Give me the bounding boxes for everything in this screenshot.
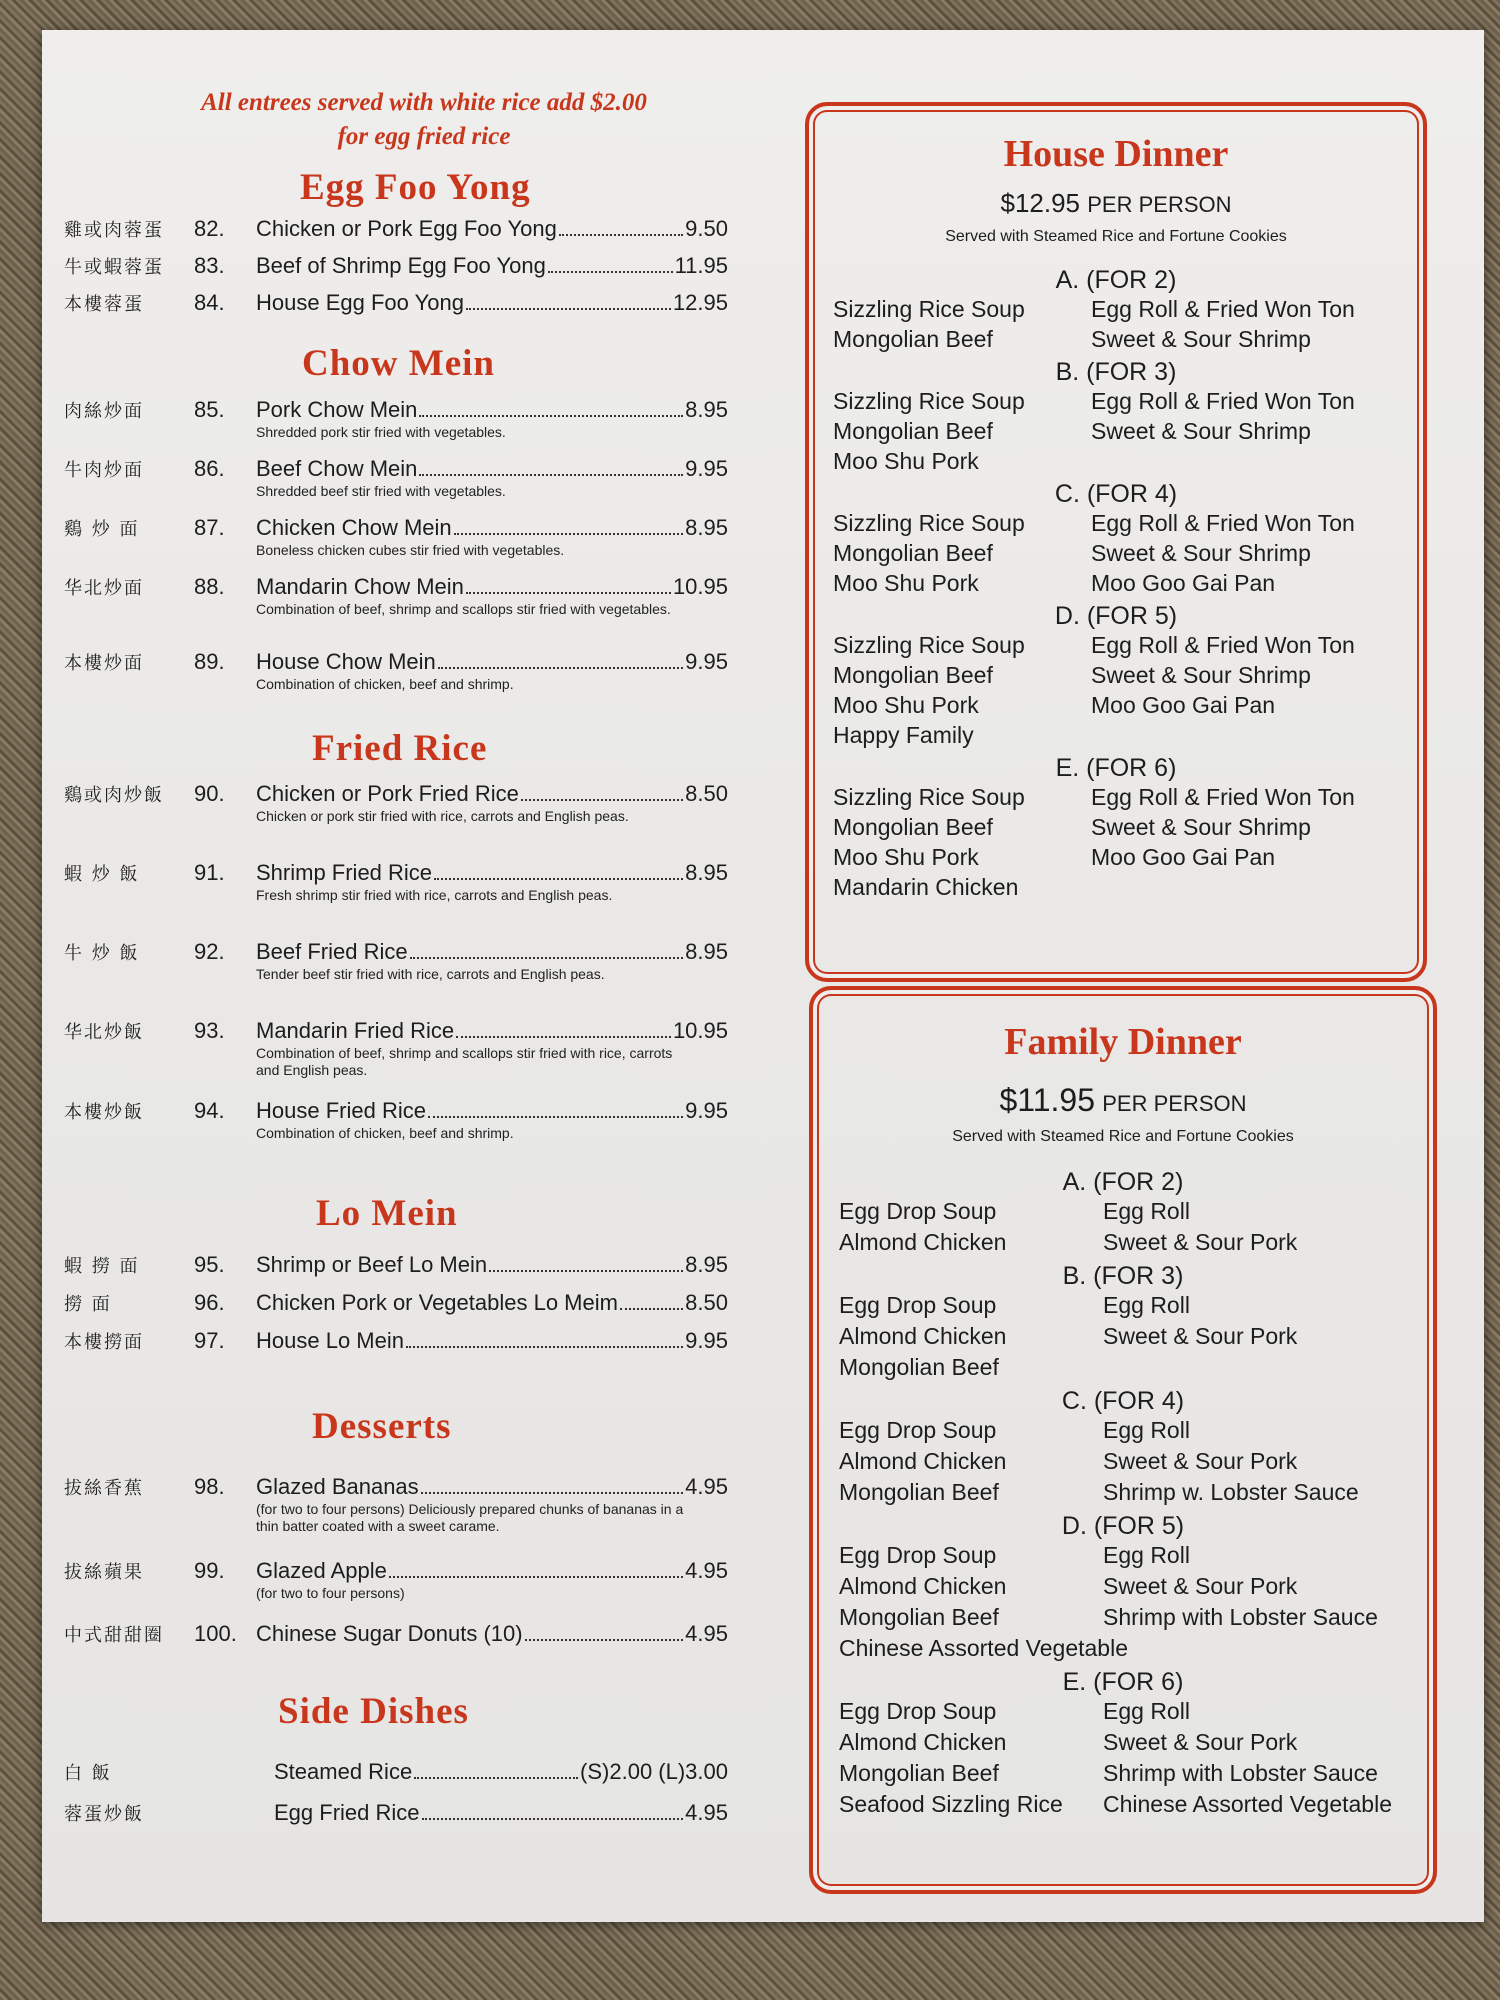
item-number: 96.: [194, 1290, 225, 1315]
dinner-dish: Egg Roll & Fried Won Ton: [1091, 632, 1355, 658]
leader-dots: [422, 1800, 684, 1820]
dinner-dish: Chinese Assorted Vegetable: [839, 1635, 1128, 1661]
item-line: [256, 1252, 728, 1278]
dinner-group-label: B. (FOR 3): [1055, 358, 1177, 386]
dinner-dish: Almond Chicken: [839, 1448, 1007, 1474]
dinner-dish: Sweet & Sour Pork: [1103, 1229, 1298, 1255]
item-price: 8.95: [685, 397, 728, 422]
dinner-dish: Egg Roll & Fried Won Ton: [1091, 388, 1355, 414]
item-chinese-name: 蝦 炒 飯: [64, 864, 140, 885]
item-chinese-name: 白 飯: [64, 1763, 112, 1784]
item-name: Beef Fried Rice: [256, 939, 408, 964]
house-dinner-title: House Dinner: [1003, 133, 1229, 175]
dinner-dish: Mandarin Chicken: [833, 874, 1019, 900]
dinner-dish: Seafood Sizzling Rice: [839, 1791, 1063, 1817]
item-line: [256, 1328, 728, 1354]
dinner-dish: Egg Drop Soup: [839, 1292, 997, 1318]
dinner-dish: Moo Goo Gai Pan: [1091, 692, 1276, 718]
dinner-dish: Egg Roll & Fried Won Ton: [1091, 784, 1355, 810]
dinner-dish: Egg Drop Soup: [839, 1698, 997, 1724]
dinner-dish: Happy Family: [833, 722, 974, 748]
item-line: [256, 290, 728, 316]
item-price: 8.50: [685, 781, 728, 806]
item-line: [256, 1018, 728, 1044]
item-number: 99.: [194, 1558, 225, 1583]
item-number: 89.: [194, 649, 225, 674]
dinner-dish: Egg Roll & Fried Won Ton: [1091, 510, 1355, 536]
item-name: Chinese Sugar Donuts (10): [256, 1621, 523, 1646]
section-title-desserts: Desserts: [312, 1406, 452, 1447]
family-dinner-subtitle: Served with Steamed Rice and Fortune Cookies: [952, 1128, 1294, 1145]
dinner-dish: Egg Roll: [1103, 1698, 1190, 1724]
item-line: [274, 1800, 728, 1826]
item-name: Beef Chow Mein: [256, 456, 418, 481]
intro-line-1: All entrees served with white rice add $2.00: [201, 89, 647, 116]
item-number: 90.: [194, 781, 225, 806]
item-chinese-name: 拔絲蘋果: [64, 1562, 144, 1583]
item-chinese-name: 牛肉炒面: [64, 460, 144, 481]
leader-dots: [559, 216, 683, 236]
dinner-dish: Sweet & Sour Pork: [1103, 1323, 1298, 1349]
house-dinner-price-value: $12.95: [1000, 188, 1081, 218]
item-name: Beef of Shrimp Egg Foo Yong: [256, 253, 546, 278]
item-line: [256, 574, 728, 600]
item-name: Chicken or Pork Egg Foo Yong: [256, 216, 557, 241]
leader-dots: [466, 574, 671, 594]
item-chinese-name: 雞或肉蓉蛋: [64, 220, 164, 241]
item-line: [256, 253, 728, 279]
item-line: [256, 515, 728, 541]
section-title-chow-mein: Chow Mein: [302, 343, 495, 384]
item-number: 86.: [194, 456, 225, 481]
item-name: Mandarin Fried Rice: [256, 1018, 455, 1043]
item-chinese-name: 本樓撈面: [64, 1332, 144, 1353]
leader-dots: [548, 253, 673, 273]
item-name: Chicken Pork or Vegetables Lo Meim: [256, 1290, 618, 1315]
item-price: 9.50: [685, 216, 728, 241]
section-title-egg-foo-yong: Egg Foo Yong: [300, 167, 531, 208]
dinner-dish: Sweet & Sour Pork: [1103, 1729, 1298, 1755]
section-title-side-dishes: Side Dishes: [278, 1691, 469, 1732]
dinner-dish: Moo Goo Gai Pan: [1091, 570, 1276, 596]
item-chinese-name: 华北炒飯: [64, 1022, 144, 1043]
item-number: 92.: [194, 939, 225, 964]
dinner-dish: Egg Drop Soup: [839, 1198, 997, 1224]
dinner-dish: Shrimp with Lobster Sauce: [1103, 1760, 1378, 1786]
item-line: [256, 216, 728, 242]
dinner-dish: Almond Chicken: [839, 1323, 1007, 1349]
item-name: Mandarin Chow Mein: [256, 574, 464, 599]
dinner-group-label: A. (FOR 2): [1055, 266, 1177, 294]
leader-dots: [489, 1252, 683, 1272]
leader-dots: [434, 860, 683, 880]
dinner-dish: Almond Chicken: [839, 1229, 1007, 1255]
item-number: 95.: [194, 1252, 225, 1277]
item-name: House Lo Mein: [256, 1328, 404, 1353]
leader-dots: [410, 939, 684, 959]
leader-dots: [466, 290, 671, 310]
item-number: 83.: [194, 253, 225, 278]
item-chinese-name: 牛 炒 飯: [64, 943, 140, 964]
dinner-group-label: A. (FOR 2): [1062, 1168, 1184, 1196]
dinner-group-label: C. (FOR 4): [1061, 1387, 1185, 1415]
item-description: Chicken or pork stir fried with rice, carrots and English peas.: [256, 808, 629, 824]
intro-line-2: for egg fried rice: [337, 123, 511, 150]
family-dinner-price-value: $11.95: [999, 1082, 1095, 1118]
item-price: 8.95: [685, 1252, 728, 1277]
item-chinese-name: 拔絲香蕉: [64, 1478, 144, 1499]
dinner-dish: Sweet & Sour Shrimp: [1091, 326, 1311, 352]
item-line: [256, 1621, 728, 1647]
item-price: 4.95: [685, 1558, 728, 1583]
item-price: 8.95: [685, 860, 728, 885]
item-price: 10.95: [672, 574, 728, 599]
dinner-dish: Mongolian Beef: [833, 814, 993, 840]
family-dinner-title: Family Dinner: [1004, 1021, 1242, 1063]
item-number: 97.: [194, 1328, 225, 1353]
dinner-group-label: C. (FOR 4): [1054, 480, 1178, 508]
dinner-dish: Sweet & Sour Pork: [1103, 1573, 1298, 1599]
item-line: [256, 939, 728, 965]
leader-dots: [406, 1328, 683, 1348]
dinner-dish: Sweet & Sour Shrimp: [1091, 540, 1311, 566]
item-chinese-name: 本樓蓉蛋: [64, 294, 144, 315]
leader-dots: [456, 1018, 671, 1038]
dinner-group-label: E. (FOR 6): [1055, 754, 1177, 782]
dinner-dish: Mongolian Beef: [839, 1479, 999, 1505]
dinner-dish: Mongolian Beef: [839, 1760, 999, 1786]
section-title-lo-mein: Lo Mein: [316, 1193, 458, 1234]
family-dinner-price: [813, 1082, 1433, 1119]
item-line: [256, 456, 728, 482]
item-chinese-name: 本樓炒面: [64, 653, 144, 674]
dinner-dish: Sweet & Sour Shrimp: [1091, 662, 1311, 688]
family-dinner-box: [809, 986, 1437, 1894]
menu-page: [42, 30, 1484, 1922]
dinner-dish: Moo Shu Pork: [833, 692, 979, 718]
item-chinese-name: 蝦 撈 面: [64, 1256, 140, 1277]
item-name: Chicken or Pork Fried Rice: [256, 781, 519, 806]
leader-dots: [525, 1621, 684, 1641]
item-line: [256, 1474, 728, 1500]
leader-dots: [419, 456, 683, 476]
item-description: Tender beef stir fried with rice, carrots and English peas.: [256, 966, 605, 982]
dinner-group-label: D. (FOR 5): [1054, 602, 1178, 630]
house-dinner-box: [805, 102, 1427, 982]
item-name: Shrimp or Beef Lo Mein: [256, 1252, 488, 1277]
item-description: (for two to four persons) Deliciously prepared chunks of bananas in a thin batter coated with a sweet carame.: [256, 1501, 684, 1534]
item-number: 93.: [194, 1018, 225, 1043]
item-number: 82.: [194, 216, 225, 241]
dinner-dish: Sweet & Sour Shrimp: [1091, 418, 1311, 444]
item-description: Combination of chicken, beef and shrimp.: [256, 1125, 514, 1141]
item-chinese-name: 鷄 炒 面: [64, 519, 140, 540]
dinner-dish: Sweet & Sour Shrimp: [1091, 814, 1311, 840]
item-price: 12.95: [672, 290, 728, 315]
leader-dots: [521, 781, 683, 801]
dinner-dish: Sizzling Rice Soup: [833, 632, 1025, 658]
house-dinner-per-person: PER PERSON: [1087, 192, 1232, 217]
leader-dots: [414, 1759, 578, 1779]
dinner-dish: Moo Shu Pork: [833, 570, 979, 596]
item-description: Shredded pork stir fried with vegetables.: [256, 424, 506, 440]
item-chinese-name: 肉絲炒面: [64, 401, 144, 422]
item-name: House Chow Mein: [256, 649, 436, 674]
item-name: Pork Chow Mein: [256, 397, 418, 422]
item-line: [256, 397, 728, 423]
item-description: Shredded beef stir fried with vegetables.: [256, 483, 506, 499]
item-line: [256, 1290, 728, 1316]
item-name: House Egg Foo Yong: [256, 290, 464, 315]
item-line: [256, 781, 728, 807]
dinner-group-label: E. (FOR 6): [1062, 1668, 1184, 1696]
item-number: 87.: [194, 515, 225, 540]
dinner-dish: Egg Roll: [1103, 1198, 1190, 1224]
section-title-fried-rice: Fried Rice: [312, 728, 488, 769]
dinner-group-label: B. (FOR 3): [1062, 1262, 1184, 1290]
item-chinese-name: 中式甜甜圈: [64, 1625, 164, 1646]
leader-dots: [428, 1098, 683, 1118]
item-description: Fresh shrimp stir fried with rice, carrots and English peas.: [256, 887, 613, 903]
item-line: [256, 1558, 728, 1584]
dinner-dish: Chinese Assorted Vegetable: [1103, 1791, 1392, 1817]
item-price: 4.95: [685, 1621, 728, 1646]
item-line: [256, 649, 728, 675]
leader-dots: [389, 1558, 683, 1578]
item-chinese-name: 华北炒面: [64, 578, 144, 599]
item-line: [274, 1759, 728, 1785]
item-price: 9.95: [685, 649, 728, 674]
dinner-dish: Mongolian Beef: [833, 326, 993, 352]
item-price: 8.95: [685, 515, 728, 540]
dinner-dish: Shrimp w. Lobster Sauce: [1103, 1479, 1359, 1505]
item-name: House Fried Rice: [256, 1098, 426, 1123]
item-chinese-name: 鷄或肉炒飯: [64, 785, 164, 806]
item-chinese-name: 本樓炒飯: [64, 1102, 144, 1123]
item-price: 9.95: [685, 1328, 728, 1353]
leader-dots: [620, 1290, 683, 1310]
leader-dots: [438, 649, 683, 669]
dinner-dish: Egg Roll: [1103, 1292, 1190, 1318]
item-number: 94.: [194, 1098, 225, 1123]
dinner-dish: Egg Roll: [1103, 1417, 1190, 1443]
dinner-dish: Moo Goo Gai Pan: [1091, 844, 1276, 870]
house-dinner-subtitle: Served with Steamed Rice and Fortune Cookies: [945, 228, 1287, 245]
item-description: Combination of beef, shrimp and scallops stir fried with rice, carrots and English peas.: [256, 1045, 673, 1078]
dinner-dish: Moo Shu Pork: [833, 844, 979, 870]
house-dinner-price: [809, 188, 1423, 219]
dinner-dish: Moo Shu Pork: [833, 448, 979, 474]
item-price: 4.95: [685, 1474, 728, 1499]
item-number: 85.: [194, 397, 225, 422]
dinner-dish: Sizzling Rice Soup: [833, 510, 1025, 536]
dinner-dish: Egg Roll & Fried Won Ton: [1091, 296, 1355, 322]
item-number: 100.: [194, 1621, 237, 1646]
item-number: 84.: [194, 290, 225, 315]
dinner-dish: Sweet & Sour Pork: [1103, 1448, 1298, 1474]
item-price: 10.95: [672, 1018, 728, 1043]
dinner-dish: Sizzling Rice Soup: [833, 388, 1025, 414]
leader-dots: [419, 397, 683, 417]
item-chinese-name: 牛或蝦蓉蛋: [64, 257, 164, 278]
item-number: 91.: [194, 860, 225, 885]
dinner-dish: Sizzling Rice Soup: [833, 784, 1025, 810]
dinner-dish: Mongolian Beef: [833, 540, 993, 566]
item-price: 4.95: [685, 1800, 728, 1825]
item-price: 11.95: [674, 253, 728, 278]
dinner-dish: Sizzling Rice Soup: [833, 296, 1025, 322]
item-price: 8.95: [685, 939, 728, 964]
item-price: 8.50: [685, 1290, 728, 1315]
dinner-dish: Mongolian Beef: [839, 1604, 999, 1630]
item-description: (for two to four persons): [256, 1585, 405, 1601]
item-chinese-name: 蓉蛋炒飯: [64, 1804, 144, 1825]
dinner-dish: Mongolian Beef: [839, 1354, 999, 1380]
dinner-dish: Mongolian Beef: [833, 662, 993, 688]
dinner-dish: Mongolian Beef: [833, 418, 993, 444]
dinner-dish: Almond Chicken: [839, 1729, 1007, 1755]
item-chinese-name: 撈 面: [64, 1294, 112, 1315]
item-description: Boneless chicken cubes stir fried with vegetables.: [256, 542, 565, 558]
item-name: Steamed Rice: [274, 1759, 413, 1784]
item-number: 98.: [194, 1474, 225, 1499]
dinner-dish: Egg Drop Soup: [839, 1417, 997, 1443]
item-name: Shrimp Fried Rice: [256, 860, 433, 885]
item-name: Egg Fried Rice: [274, 1800, 420, 1825]
leader-dots: [421, 1474, 684, 1494]
leader-dots: [454, 515, 684, 535]
dinner-dish: Almond Chicken: [839, 1573, 1007, 1599]
dinner-dish: Egg Drop Soup: [839, 1542, 997, 1568]
item-name: Glazed Bananas: [256, 1474, 419, 1499]
intro-note: [124, 86, 724, 154]
item-description: Combination of chicken, beef and shrimp.: [256, 676, 514, 692]
dinner-dish: Shrimp with Lobster Sauce: [1103, 1604, 1378, 1630]
item-price: 9.95: [685, 1098, 728, 1123]
family-dinner-per-person: PER PERSON: [1102, 1091, 1247, 1116]
item-price: 9.95: [685, 456, 728, 481]
dinner-group-label: D. (FOR 5): [1061, 1512, 1185, 1540]
item-line: [256, 1098, 728, 1124]
item-name: Chicken Chow Mein: [256, 515, 452, 540]
item-description: Combination of beef, shrimp and scallops stir fried with vegetables.: [256, 601, 671, 617]
item-line: [256, 860, 728, 886]
item-price: (S)2.00 (L)3.00: [580, 1759, 728, 1784]
dinner-dish: Egg Roll: [1103, 1542, 1190, 1568]
item-number: 88.: [194, 574, 225, 599]
item-name: Glazed Apple: [256, 1558, 387, 1583]
